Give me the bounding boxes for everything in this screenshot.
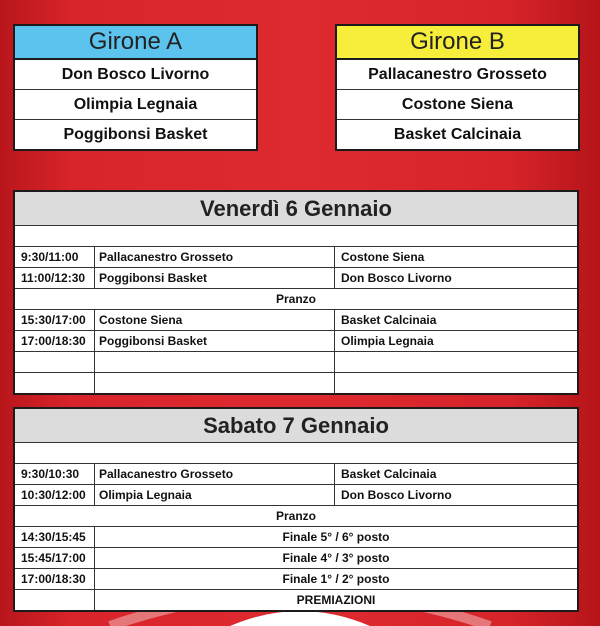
away-team: Don Bosco Livorno	[341, 488, 452, 502]
lunch-row	[15, 289, 577, 310]
awards-label: PREMIAZIONI	[296, 593, 376, 607]
final-label: Finale 4° / 3° posto	[282, 551, 390, 565]
match-row	[15, 464, 577, 485]
match-row	[15, 310, 577, 331]
home-team: Poggibonsi Basket	[95, 331, 335, 351]
away-team: Basket Calcinaia	[341, 313, 437, 327]
group-a-team: Poggibonsi Basket	[63, 126, 208, 143]
home-team: Pallacanestro Grosseto	[95, 247, 335, 267]
match-time: 15:30/17:00	[15, 310, 95, 330]
empty-row	[15, 373, 577, 393]
group-b-team: Basket Calcinaia	[393, 126, 522, 143]
match-row	[15, 247, 577, 268]
lunch-label: Pranzo	[275, 509, 316, 523]
day1-title: Venerdì 6 Gennaio	[15, 192, 577, 226]
match-time: 17:00/18:30	[15, 569, 95, 589]
home-team: Poggibonsi Basket	[95, 268, 335, 288]
spacer-row	[15, 226, 577, 247]
group-a-team: Olimpia Legnaia	[15, 90, 256, 120]
day1-schedule	[13, 190, 579, 395]
match-time: 9:30/10:30	[15, 464, 95, 484]
group-b-team: Pallacanestro Grosseto	[337, 60, 578, 90]
lunch-label: Pranzo	[275, 292, 316, 306]
group-a-team: Don Bosco Livorno	[15, 60, 256, 90]
match-time: 11:00/12:30	[15, 268, 95, 288]
day2-title: Sabato 7 Gennaio	[15, 409, 577, 443]
lunch-row	[15, 506, 577, 527]
final-label: Finale 1° / 2° posto	[282, 572, 390, 586]
home-team: Pallacanestro Grosseto	[95, 464, 335, 484]
final-row	[15, 548, 577, 569]
away-team: Basket Calcinaia	[341, 467, 437, 481]
home-team: Olimpia Legnaia	[95, 485, 335, 505]
group-b-team: Costone Siena	[337, 90, 578, 120]
final-row	[15, 569, 577, 590]
match-time: 10:30/12:00	[15, 485, 95, 505]
group-a-table	[13, 24, 258, 151]
home-team: Costone Siena	[95, 310, 335, 330]
match-row	[15, 485, 577, 506]
group-a-title: Girone A	[15, 26, 256, 60]
match-time: 15:45/17:00	[15, 548, 95, 568]
match-row	[15, 268, 577, 289]
match-time: 14:30/15:45	[15, 527, 95, 547]
group-b-table	[335, 24, 580, 151]
match-time	[15, 590, 95, 610]
final-label: Finale 5° / 6° posto	[282, 530, 390, 544]
day2-schedule	[13, 407, 579, 612]
empty-row	[15, 352, 577, 373]
group-b-title: Girone B	[337, 26, 578, 60]
final-row	[15, 527, 577, 548]
match-row	[15, 331, 577, 352]
awards-row	[15, 590, 577, 610]
away-team: Costone Siena	[341, 250, 425, 264]
spacer-row	[15, 443, 577, 464]
match-time: 17:00/18:30	[15, 331, 95, 351]
away-team: Olimpia Legnaia	[341, 334, 434, 348]
match-time: 9:30/11:00	[15, 247, 95, 267]
away-team: Don Bosco Livorno	[341, 271, 452, 285]
